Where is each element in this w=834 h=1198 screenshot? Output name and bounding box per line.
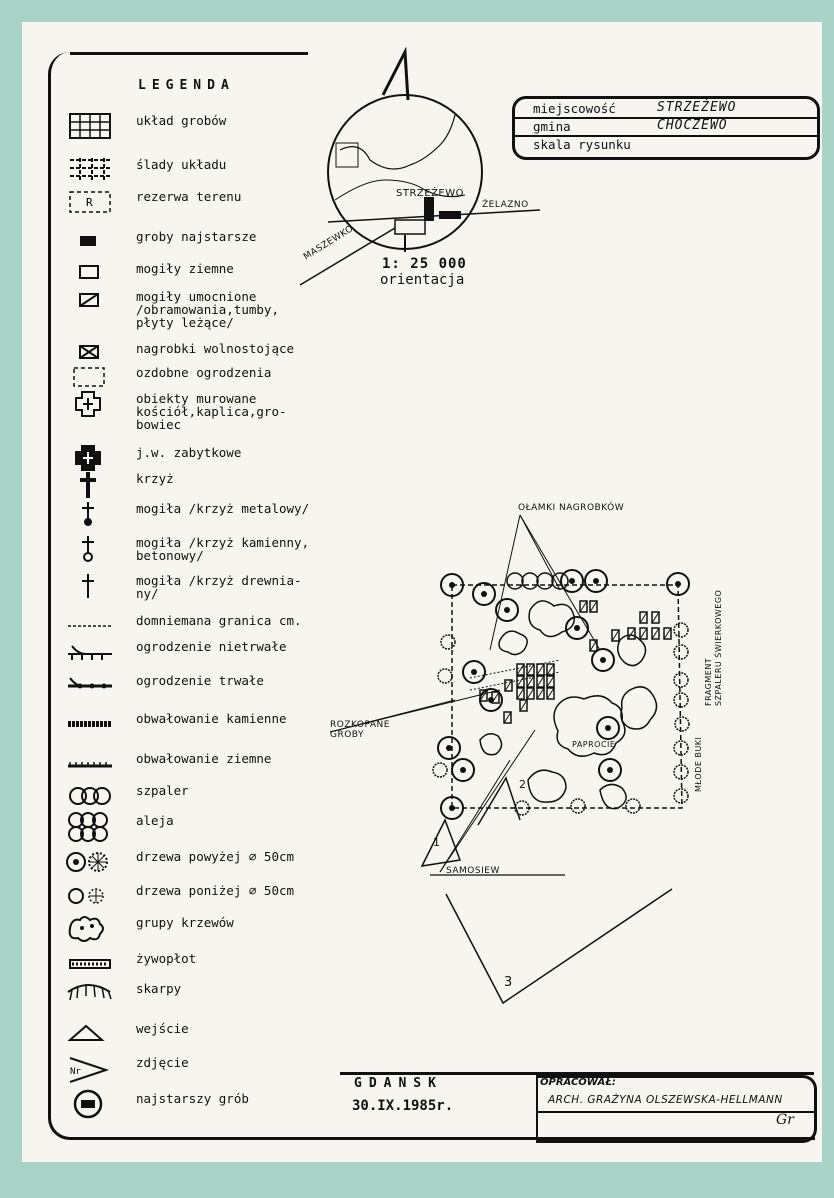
photo-1-label: 1 [433,836,441,849]
legend-label: obwałowanie kamienne [136,711,287,726]
legend-label: domniemana granica cm. [136,613,302,628]
photo-3-label: 3 [504,975,513,990]
leader-line [490,515,520,650]
grave-slash [517,688,524,699]
leader-line [520,515,600,650]
tree-trunk [481,591,487,597]
date-label: 30.IX.1985r. [352,1098,454,1114]
grave-slash [517,676,524,687]
legend-label: grupy krzewów [136,915,234,930]
photo-arrow-icon [446,889,672,1003]
grave-slash [664,628,671,639]
tree-trunk [471,669,477,675]
grave-slash [547,676,554,687]
legend-label: ogrodzenie trwałe [136,673,264,688]
orientation-label: orientacja [380,272,465,288]
tree-trunk [574,625,580,631]
commune-label: gmina [533,119,571,134]
shrub-group-icon [621,687,657,729]
small-tree-icon [433,763,447,777]
tree-trunk [600,657,606,663]
legend-label: ozdobne ogrodzenia [136,365,272,380]
tree-trunk [446,745,452,751]
avenue-tree [522,573,538,589]
leader-line [440,760,510,872]
selfsown-label: SAMOSIEW [446,866,500,876]
legend-label: mogiła /krzyż kamienny, betonowy/ [136,535,310,563]
legend-label: najstarszy grób [136,1091,249,1106]
shrub-group-icon [499,631,527,654]
grave-slash [652,628,659,639]
small-tree-icon [441,635,455,649]
legend-label: ogrodzenie nietrwałe [136,639,287,654]
legend-label: j.w. zabytkowe [136,445,242,460]
grave-slash [590,640,597,651]
legend-label: ślady układu [136,157,227,172]
legend-label: obwałowanie ziemne [136,751,272,766]
legend-label: mogiła /krzyż drewnia- ny/ [136,573,302,601]
grave-slash [537,664,544,675]
small-tree-icon [674,645,688,659]
young-beeches-label: MŁODE BUKI [694,736,703,792]
tree-trunk [593,578,599,584]
tree-trunk [605,725,611,731]
legend-title: LEGENDA [138,78,235,93]
spruce-row-label: FRAGMENT SZPALERU ŚWIERKOWEGO [704,589,723,706]
legend-label: układ grobów [136,113,227,128]
small-tree-icon [674,623,688,637]
grave-slash [492,692,499,703]
signature: Gr [776,1112,794,1128]
legend-label: mogiły umocnione /obramowania,tumby, płyty leżące/ [136,289,279,330]
legend-label: zdjęcie [136,1055,189,1070]
grave-slash [527,688,534,699]
small-tree-icon [674,693,688,707]
scale-label: skala rysunku [533,137,631,152]
grave-slash [517,664,524,675]
village-label: STRZEŻEWO [396,188,465,199]
legend-label: skarpy [136,981,182,996]
grave-slash [504,712,511,723]
grave-slash [580,601,587,612]
tree-trunk [460,767,466,773]
small-tree-icon [675,717,689,731]
author-rule [538,1111,814,1113]
fragments-label: OŁAMKI NAGROBKÓW [518,503,625,513]
author-name: ARCH. GRAŻYNA OLSZEWSKA-HELLMANN [548,1094,783,1106]
tree-trunk [449,805,455,811]
avenue-tree [507,573,523,589]
grave-slash [612,630,619,641]
small-tree-icon [438,669,452,683]
commune-value: CHOCZEWO [657,118,728,133]
road-east-label: ŻELAZNO [482,200,529,210]
tree-trunk [569,578,575,584]
grave-slash [640,612,647,623]
small-tree-icon [571,799,585,813]
small-tree-icon [626,799,640,813]
city-label: GDANSK [354,1076,443,1091]
tree-trunk [449,582,455,588]
grave-slash [640,628,647,639]
dug-graves-label: ROZKOPANE GROBY [330,720,390,740]
tree-trunk [675,581,681,587]
shrub-group-icon [600,784,626,808]
avenue-tree [537,573,553,589]
legend-label: groby najstarsze [136,229,257,244]
legend-label: wejście [136,1021,189,1036]
orientation-scale: 1: 25 000 [382,256,467,272]
svg-text:R: R [86,196,93,209]
grave-slash [547,688,554,699]
grave-slash [652,612,659,623]
legend-label: drzewa powyżej ⌀ 50cm [136,849,295,864]
road-southwest-label: MASZEWKO [302,223,356,263]
legend-label: mogiła /krzyż metalowy/ [136,501,310,516]
legend-label: żywopłot [136,951,197,966]
legend-label: aleja [136,813,174,828]
grave-slash [628,628,635,639]
legend-label: obiekty murowane kościół,kaplica,gro- bowiec [136,391,287,432]
grave-slash [590,601,597,612]
tree-trunk [607,767,613,773]
tree-trunk [504,607,510,613]
legend-label: szpaler [136,783,189,798]
shrub-group-icon [528,770,566,802]
shrub-group-icon [480,734,502,755]
location-label: miejscowość [533,101,616,116]
legend-label: mogiły ziemne [136,261,234,276]
grave-slash [520,700,527,711]
grave-slash [537,688,544,699]
small-tree-icon [674,673,688,687]
legend-label: nagrobki wolnostojące [136,341,295,356]
photo-arrow-icon [422,820,460,866]
photo-2-label: 2 [519,778,527,791]
ferns-label: PAPROCIE [572,740,616,749]
author-label: OPRACOWAŁ: [540,1077,616,1088]
leader-line [520,515,560,590]
svg-text:Nr: Nr [70,1067,81,1077]
grave-slash [537,676,544,687]
legend-label: rezerwa terenu [136,189,242,204]
location-value: STRZEŻEWO [657,100,737,115]
legend-label: drzewa poniżej ⌀ 50cm [136,883,295,898]
legend-label: krzyż [136,471,174,486]
